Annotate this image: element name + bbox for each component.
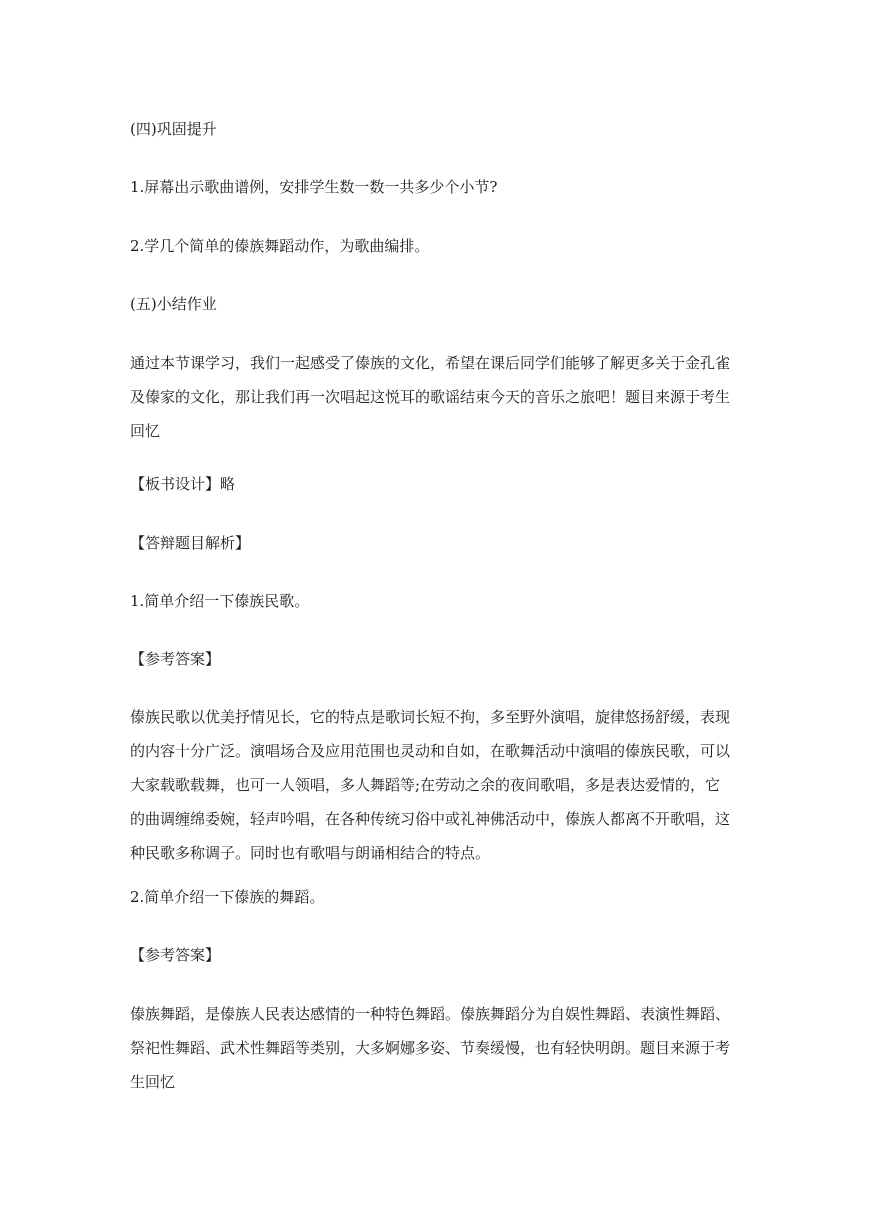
item-1: 1.屏幕出示歌曲谱例，安排学生数一数一共多少个小节? [130, 178, 498, 196]
question-2: 2.简单介绍一下傣族的舞蹈。 [130, 888, 325, 906]
answer-1-line: 的曲调缠绵委婉，轻声吟唱，在各种传统习俗中或礼神佛活动中，傣族人都离不开歌唱，这 [130, 810, 731, 828]
defense-heading: 【答辩题目解析】 [130, 534, 251, 552]
reference-answer-label-2: 【参考答案】 [130, 946, 221, 964]
summary-line: 通过本节课学习，我们一起感受了傣族的文化，希望在课后同学们能够了解更多关于金孔雀 [130, 354, 731, 372]
answer-1-line: 的内容十分广泛。演唱场合及应用范围也灵动和自如，在歌舞活动中演唱的傣族民歌，可以 [130, 742, 731, 760]
section5-heading: (五)小结作业 [130, 295, 217, 313]
answer-1-line: 种民歌多称调子。同时也有歌唱与朗诵相结合的特点。 [130, 844, 491, 862]
answer-2-line: 生回忆 [130, 1073, 176, 1091]
answer-2-line: 祭祀性舞蹈、武术性舞蹈等类别，大多婀娜多姿、节奏缓慢，也有轻快明朗。题目来源于考 [130, 1039, 731, 1057]
answer-1-paragraph [130, 700, 742, 870]
question-1: 1.简单介绍一下傣族民歌。 [130, 592, 310, 610]
reference-answer-label-1: 【参考答案】 [130, 650, 221, 668]
answer-2-line: 傣族舞蹈，是傣族人民表达感情的一种特色舞蹈。傣族舞蹈分为自娱性舞蹈、表演性舞蹈、 [130, 1005, 731, 1023]
answer-1-line: 大家载歌载舞，也可一人领唱，多人舞蹈等;在劳动之余的夜间歌唱，多是表达爱情的，它 [130, 776, 721, 794]
item-2: 2.学几个简单的傣族舞蹈动作，为歌曲编排。 [130, 237, 430, 255]
section4-heading: (四)巩固提升 [130, 120, 217, 138]
board-design: 【板书设计】略 [130, 475, 236, 493]
summary-line: 回忆 [130, 422, 161, 440]
answer-1-line: 傣族民歌以优美抒情见长，它的特点是歌词长短不拘，多至野外演唱，旋律悠扬舒缓，表现 [130, 708, 731, 726]
summary-line: 及傣家的文化，那让我们再一次唱起这悦耳的歌谣结束今天的音乐之旅吧！题目来源于考生 [130, 388, 731, 406]
answer-2-paragraph [130, 997, 742, 1099]
summary-paragraph [130, 346, 742, 448]
